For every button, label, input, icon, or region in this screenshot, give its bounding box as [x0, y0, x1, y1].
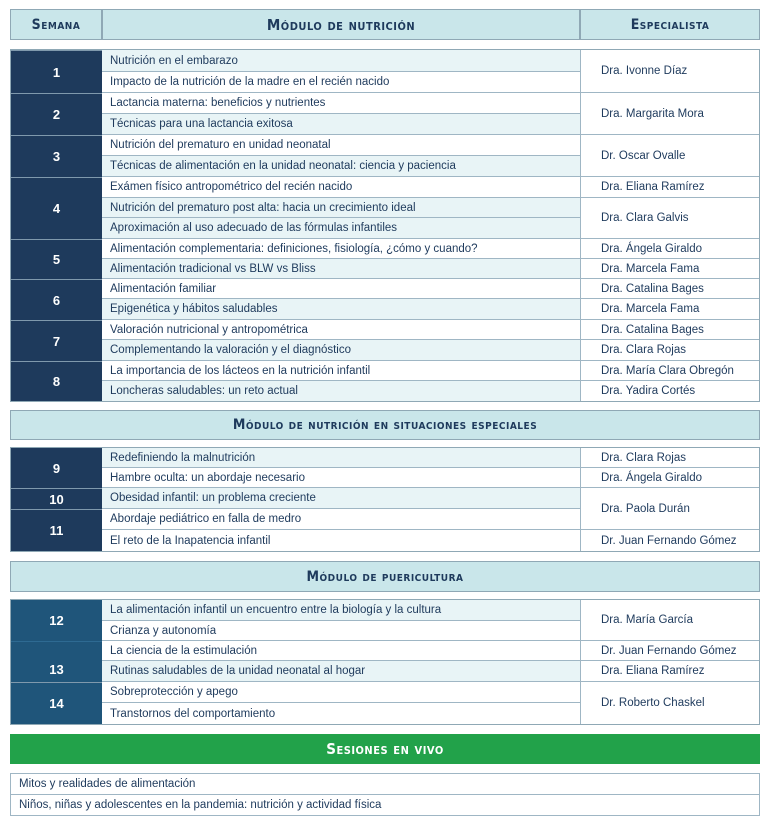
live-session-item: Mitos y realidades de alimentación: [10, 773, 760, 795]
specialist-cell: Dr. Juan Fernando Gómez: [581, 641, 759, 661]
specialist-cell: Dra. Margarita Mora: [581, 93, 759, 135]
specialist-cell: Dra. Paola Durán: [581, 488, 759, 530]
topic-row: La alimentación infantil un encuentro entre la biología y la cultura: [102, 600, 580, 621]
topic-row: Redefiniendo la malnutrición: [102, 448, 580, 468]
topic-row: Impacto de la nutrición de la madre en el recién nacido: [102, 72, 580, 93]
week-cell: 2: [11, 93, 102, 135]
week-cell: 14: [11, 682, 102, 724]
specialist-cell: Dr. Roberto Chaskel: [581, 682, 759, 724]
specialist-cell: Dra. Eliana Ramírez: [581, 661, 759, 682]
week-cell: 3: [11, 135, 102, 177]
specialist-cell: Dra. Ángela Giraldo: [581, 239, 759, 259]
specialist-cell: Dra. Clara Galvis: [581, 198, 759, 239]
topic-row: Obesidad infantil: un problema creciente: [102, 488, 580, 509]
topic-row: Epigenética y hábitos saludables: [102, 299, 580, 320]
topic-row: Rutinas saludables de la unidad neonatal al hogar: [102, 661, 580, 682]
topic-row: Valoración nutricional y antropométrica: [102, 320, 580, 340]
topic-row: Técnicas para una lactancia exitosa: [102, 114, 580, 135]
header-specialist: Especialista: [580, 9, 760, 40]
topic-row: Crianza y autonomía: [102, 621, 580, 641]
week-cell: 1: [11, 50, 102, 93]
header-module: Módulo de nutrición: [102, 9, 580, 40]
topic-row: Alimentación familiar: [102, 279, 580, 299]
topic-row: Complementando la valoración y el diagnóstico: [102, 340, 580, 361]
specialist-cell: Dra. Marcela Fama: [581, 299, 759, 320]
week-cell: 7: [11, 320, 102, 361]
topic-row: Exámen físico antropométrico del recién nacido: [102, 177, 580, 198]
specialist-cell: Dra. Eliana Ramírez: [581, 177, 759, 198]
specialist-cell: Dra. María García: [581, 600, 759, 641]
topic-row: Alimentación tradicional vs BLW vs Bliss: [102, 259, 580, 279]
specialist-cell: Dr. Oscar Ovalle: [581, 135, 759, 177]
section4-title: Sesiones en vivo: [10, 734, 760, 764]
week-cell: 10: [11, 488, 102, 509]
topic-row: Transtornos del comportamiento: [102, 703, 580, 724]
specialist-cell: Dra. Yadira Cortés: [581, 381, 759, 401]
week-cell: 12: [11, 600, 102, 641]
topic-row: Alimentación complementaria: definiciones, fisiología, ¿cómo y cuando?: [102, 239, 580, 259]
specialist-cell: Dra. Ángela Giraldo: [581, 468, 759, 488]
topic-row: Nutrición del prematuro post alta: hacia un crecimiento ideal: [102, 198, 580, 218]
topic-row: Técnicas de alimentación en la unidad neonatal: ciencia y paciencia: [102, 156, 580, 177]
topic-row: El reto de la Inapatencia infantil: [102, 530, 580, 551]
topic-row: Nutrición del prematuro en unidad neonatal: [102, 135, 580, 156]
week-cell: 4: [11, 177, 102, 239]
week-cell: 8: [11, 361, 102, 401]
topic-row: Sobreprotección y apego: [102, 682, 580, 703]
specialist-cell: Dra. Catalina Bages: [581, 279, 759, 299]
specialist-cell: Dra. Clara Rojas: [581, 448, 759, 468]
header-week: Semana: [10, 9, 102, 40]
section2-title: Módulo de nutrición en situaciones especiales: [10, 410, 760, 440]
topic-row: Lactancia materna: beneficios y nutrientes: [102, 93, 580, 114]
topic-row: La ciencia de la estimulación: [102, 641, 580, 661]
live-session-item: Niños, niñas y adolescentes en la pandemia: nutrición y actividad física: [10, 794, 760, 816]
week-cell: 5: [11, 239, 102, 279]
specialist-cell: Dra. María Clara Obregón: [581, 361, 759, 381]
topic-row: Nutrición en el embarazo: [102, 50, 580, 72]
specialist-cell: Dr. Juan Fernando Gómez: [581, 530, 759, 551]
specialist-cell: Dra. Marcela Fama: [581, 259, 759, 279]
topic-row: La importancia de los lácteos en la nutrición infantil: [102, 361, 580, 381]
topic-row: Loncheras saludables: un reto actual: [102, 381, 580, 401]
topic-row: Aproximación al uso adecuado de las fórmulas infantiles: [102, 218, 580, 239]
section3-title: Módulo de puericultura: [10, 561, 760, 592]
topic-row: Abordaje pediátrico en falla de medro: [102, 509, 580, 530]
specialist-cell: Dra. Catalina Bages: [581, 320, 759, 340]
week-cell: 6: [11, 279, 102, 320]
topic-row: Hambre oculta: un abordaje necesario: [102, 468, 580, 488]
week-cell: 13: [11, 641, 102, 682]
specialist-cell: Dra. Clara Rojas: [581, 340, 759, 361]
specialist-cell: Dra. Ivonne Díaz: [581, 50, 759, 93]
week-cell: 11: [11, 509, 102, 551]
week-cell: 9: [11, 448, 102, 488]
